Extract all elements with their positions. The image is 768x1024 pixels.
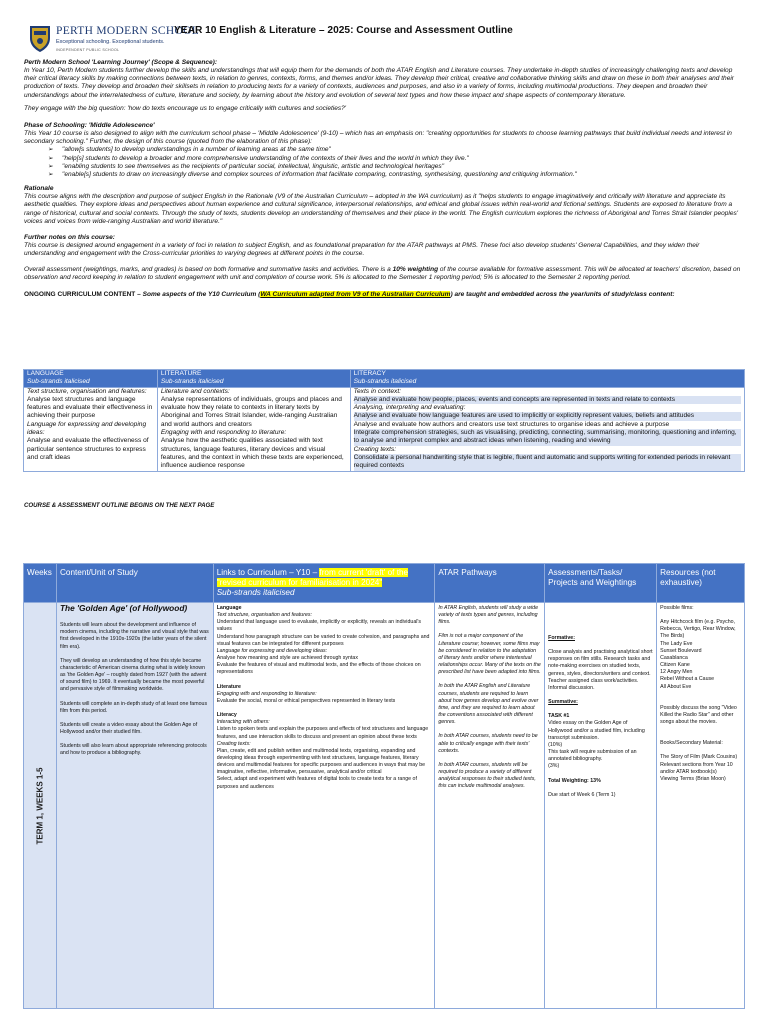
links-header-pre: Links to Curriculum – Y10 – <box>216 568 320 577</box>
ongoing-highlight: WA Curriculum adapted from V9 of the Australian Curriculum <box>260 290 451 298</box>
links-substrand: Language for expressing and developing ideas: <box>216 647 328 654</box>
summative-heading: Summative: <box>548 699 578 706</box>
atar-paragraph: In ATAR English, students will study a wide variety of texts types and genres, including films. <box>438 605 539 626</box>
literacy-item: Analyse and evaluate how people, places, events and concepts are represented in texts and relate to contexts <box>354 396 741 404</box>
films-intro: Any Hitchcock film (e.g. Psycho, Rebecca, Vertigo, Rear Window, The Birds) <box>660 619 736 640</box>
literature-item: Analyse representations of individuals, groups and places and evaluate how they relate to contexts in literary texts by Aboriginal and Torres Strait Islander, wide-ranging Australian and world authors and creators <box>160 395 342 428</box>
curriculum-table <box>23 369 745 472</box>
literature-substrand: Engaging with and responding to literature: <box>160 429 287 437</box>
links-language-heading: Language <box>216 605 242 611</box>
links-header-highlight: from current 'draft' of the "revised curriculum for familiarisation in 2024" <box>216 568 409 587</box>
phase-bullet: ➢ "allow[s students] to develop understandings in a number of learning areas at the same time" <box>62 146 742 154</box>
content-paragraph: Students will complete an in-depth study of at least one famous film from this period. <box>59 700 208 714</box>
content-cell <box>56 603 213 1009</box>
week-label: TERM 1, WEEKS 1-5 <box>35 767 45 844</box>
links-literature-heading: Literature <box>216 683 241 690</box>
content-paragraph: Students will also learn about appropriate referencing protocols and how to produce a bibliography. <box>59 743 207 757</box>
literature-header: LITERATURE Sub-strands italicised <box>157 370 350 388</box>
language-substrand: Language for expressing and developing ideas: <box>27 420 147 437</box>
links-cell <box>213 603 435 1009</box>
unit-title: The 'Golden Age' (of Hollywood) <box>59 603 188 613</box>
links-item: Plan, create, edit and publish written and multimodal texts, organising, expanding and developing ideas through experimenting with text structures, language features, literary devices and multimodal features for specific purposes and audiences in ways that may be imaginative, reflective, informative, persuasive, analytical and/or critical <box>216 747 426 776</box>
links-item: Analyse how meaning and style are achieved through syntax <box>216 655 358 662</box>
literature-item: Analyse how the aesthetic qualities associated with text structures, language features, literary devices and visual features, and the context in which these texts are experienced, influence audience response <box>160 437 344 470</box>
phase-text: This Year 10 course is also designed to align with the curriculum school phase – 'Middle Adolescence' (9-10) – which has an emphasis on: "creating opportunities for students to choose learning pathways that build individual needs and interest in secondary schooling." Further, the design of this course (quoted from the elaboration of this phase): <box>24 130 732 146</box>
phase-bullet: ➢ "enable[s] students to draw on increasingly diverse and complex sources of information that facilitate comparing, contrasting, synthesising, questioning and critiquing information." <box>62 171 742 179</box>
links-header <box>213 564 435 603</box>
links-substrand: Interacting with others: <box>216 719 270 726</box>
literacy-cell <box>350 387 744 471</box>
assess-header: Assessments/Tasks/ Projects and Weightings <box>545 564 657 603</box>
film-item: 12 Angry Men <box>660 669 693 676</box>
assessment-post: of the course available for formative assessment. This will be allocated at teachers' discretion, based on observation and record keeping in relation to student engagement with unit and completion of course work. 5% is allocated to the Semester 1 reporting period; 5% is allocated to the Semester 2 reporting period. <box>24 266 741 282</box>
links-header-sub: Sub-strands italicised <box>216 588 295 597</box>
language-item: Analyse text structures and language features and evaluate their effectiveness in achieving their purpose <box>27 395 153 420</box>
content-paragraph: Students will create a video essay about the Golden Age of Hollywood and/or their studied film. <box>59 721 198 736</box>
literacy-header: LITERACY Sub-strands italicised <box>350 370 744 388</box>
course-table <box>23 563 745 1009</box>
week-cell <box>24 603 57 1009</box>
assessment-pre: Overall assessment (weightings, marks, and grades) is based on both formative and summative tasks and activities. There is a <box>24 266 393 274</box>
links-substrand: Engaging with and responding to literature: <box>216 690 317 697</box>
atar-paragraph: Film is not a major component of the Literature course; however, some films may be considered in relation to the adaptation of literary texts and/or where intertextual relationships occur. Many of the texts on the prescribed list have been adapted into films. <box>438 633 541 676</box>
atar-paragraph: In both the ATAR English and Literature courses, students are required to learn about how genres develop and evolve over time, and they are required to learn about the conventions associated with different genres. <box>438 683 539 726</box>
journey-text: In Year 10, Perth Modern students further develop the skills and understandings that will equip them for the demands of both the ATAR English and Literature courses. They undertake in-depth studies of increasingly challenging texts and develop their critical literacy skills by making connections between texts, in relation to genres, contexts, forms, and themes and/or ideas. They develop their critical, creative and collaborative thinking skills and draw on these in both their analyses and their production of texts. They develop and broaden their skillsets in relation to producing texts for a variety of contexts, audiences and purposes, and also in a variety of forms, including multimodal productions. They deepen and broaden their understandings about the interrelatedness of culture, literature and society, by learning about the history and evolution of several text types and how these impact and shape aspects of contemporary literature. <box>24 67 734 99</box>
task-note-weight: (3%) <box>548 763 560 770</box>
links-item: Evaluate the features of visual and multimodal texts, and the effects of those choices on representations <box>216 662 421 676</box>
literature-substrand: Literature and contexts: <box>160 387 230 395</box>
notes-heading: Further notes on this course: <box>24 233 115 241</box>
course-row-term1 <box>24 603 745 1009</box>
assess-cell <box>545 603 657 1009</box>
due-date: Due start of Week 6 (Term 1) <box>548 791 616 798</box>
film-item: Sunset Boulevard <box>660 647 702 654</box>
links-literacy-heading: Literacy <box>216 712 237 719</box>
film-item: The Lady Eve <box>660 640 693 647</box>
document-title: YEAR 10 English & Literature – 2025: Course and Assessment Outline <box>174 25 513 36</box>
literacy-substrand: Analysing, interpreting and evaluating: <box>353 404 466 412</box>
literacy-item: Analyse and evaluate how authors and creators use text structures to organise ideas and achieve a purpose <box>353 420 670 428</box>
formative-heading: Formative: <box>548 635 575 641</box>
links-substrand: Creating texts: <box>216 740 251 747</box>
literacy-item: Integrate comprehension strategies, such as visualising, predicting, connecting, summarising, monitoring, questioning and inferring, to analyse and interpret complex and abstract ideas when listening, reading and viewing <box>354 429 741 446</box>
curriculum-body-row <box>24 387 745 471</box>
literacy-substrand: Creating texts: <box>353 445 397 453</box>
task-heading: TASK #1 <box>548 713 570 720</box>
atar-paragraph: In both ATAR courses, students will be required to produce a variety of different analytical responses to their studied texts, this can include multimodal analyses. <box>438 761 536 790</box>
film-item: Casablanca <box>660 654 688 661</box>
content-paragraph: They will develop an understanding of how this style became characteristic of American cinema during what is widely known as 'the Golden Age' – roughly dated from 1927 (with the advent of sound film) to 1969. It eventually became the most powerful and pervasive style of filmmaking worldwide. <box>59 657 207 693</box>
rationale-heading: Rationale <box>24 185 54 193</box>
literature-cell <box>157 387 350 471</box>
film-item: All About Eve <box>660 683 692 690</box>
language-header: LANGUAGE Sub-strands italicised <box>24 370 158 388</box>
weeks-header: Weeks <box>24 564 57 603</box>
book-item: Relevant sections from Year 10 and/or ATAR textbook(s) <box>660 761 733 775</box>
school-name: PERTH MODERN SCHOOL <box>56 25 200 37</box>
language-item: Analyse and evaluate the effectiveness of particular sentence structures to express and craft ideas <box>27 437 149 461</box>
total-weighting: Total Weighting: 13% <box>548 777 601 784</box>
notes-text: This course is designed around engagement in a variety of foci in relation to subject English, and as foundational preparation for the ATAR pathways at PMS. These foci also develop students' General Capabilities, and they widen their understanding and engagement with the Cross-curricular priorities to varying degrees at different points in the course. <box>24 241 700 258</box>
language-substrand: Text structure, organisation and features: <box>27 387 147 395</box>
assessment-weighting: 10% weighting <box>392 266 439 274</box>
next-page-note: COURSE & ASSESSMENT OUTLINE BEGINS ON THE NEXT PAGE <box>24 502 215 509</box>
links-item: Evaluate the social, moral or ethical perspectives represented in literary texts <box>216 697 396 704</box>
school-subtagline: INDEPENDENT PUBLIC SCHOOL <box>56 48 120 52</box>
atar-cell <box>435 603 545 1009</box>
book-item: The Story of Film (Mark Cousins) <box>660 754 738 761</box>
school-crest-icon <box>28 24 52 54</box>
curriculum-header-row <box>24 370 745 388</box>
links-item: Understand that language used to evaluate, implicitly or explicitly, reveals an individual's values <box>216 619 422 633</box>
ongoing-italic: Some aspects of the Y10 Curriculum ( <box>142 290 261 298</box>
resources-cell <box>657 603 745 1009</box>
resources-header: Resources (not exhaustive) <box>657 564 745 603</box>
ongoing-post: ) are taught and embedded across the year/units of study/class content: <box>450 290 675 298</box>
links-substrand: Text structure, organisation and features: <box>216 612 312 619</box>
links-item: Select, adapt and experiment with features of digital tools to create texts for a range of purposes and audiences <box>216 776 417 790</box>
journey-heading: Perth Modern School 'Learning Journey' (Scope & Sequence): <box>24 59 218 66</box>
links-item: Understand how paragraph structure can be varied to create cohesion, and paragraphs and visual features can be integrated for different purposes <box>216 633 430 647</box>
book-item: Viewing Terms (Brian Moon) <box>660 775 726 782</box>
big-question: They engage with the big question: 'how do texts encourage us to engage critically with cultures and societies?' <box>24 104 347 112</box>
literacy-item: Consolidate a personal handwriting style that is legible, fluent and automatic and supports writing for extended periods in relevant required contexts <box>354 454 741 471</box>
literacy-substrand: Texts in context: <box>353 387 401 395</box>
page-header <box>24 22 744 58</box>
atar-header: ATAR Pathways <box>435 564 545 603</box>
task-note: This task will require submission of an annotated bibliography. <box>548 749 637 763</box>
books-heading: Books/Secondary Material: <box>660 740 723 747</box>
course-header-row <box>24 564 745 603</box>
task-weight: (10%) <box>548 741 563 748</box>
ongoing-heading <box>24 291 742 299</box>
phase-heading: Phase of Schooling: 'Middle Adolescence' <box>24 121 155 129</box>
links-item: Listen to spoken texts and explain the purposes and effects of text structures and language features, and use interaction skills to discuss and present an opinion about these texts <box>216 726 429 740</box>
formative-text: Close analysis and practising analytical short responses on film stills. Research tasks and note-making exercises on studied texts, genres, styles, directors/writers and context. Teacher assigned class work/activities. Informal discussion. <box>548 649 653 691</box>
films-heading: Possible films: <box>660 605 694 611</box>
phase-bullets <box>24 146 742 179</box>
task-text: Video essay on the Golden Age of Hollywood and/or a studied film, including transcript submission. <box>548 720 645 741</box>
content-header: Content/Unit of Study <box>56 564 213 603</box>
atar-paragraph: In both ATAR courses, students need to be able to critically engage with their texts' contexts. <box>438 733 538 754</box>
film-item: Rebel Without a Cause <box>660 676 715 683</box>
content-paragraph: Students will learn about the development and influence of modern cinema, including the narrative and visual style that was first developed in the 1910s-1920s (the latter years of the silent film era). <box>59 622 209 650</box>
ongoing-pre: ONGOING CURRICULUM CONTENT – <box>24 290 143 298</box>
song-note: Possibly discuss the song "Video Killed the Radio Star" and other songs about the movies. <box>660 704 737 726</box>
language-cell <box>24 387 158 471</box>
film-item: Citizen Kane <box>660 662 690 669</box>
intro-section <box>24 59 742 304</box>
phase-bullet: ➢ "help[s] students to develop a broader and more comprehensive understanding of the contexts of their lives and the world in which they live." <box>62 155 742 163</box>
phase-bullet: ➢ "enabling students to see themselves as the recipients of particular social, intellectual, linguistic, artistic and technological heritages" <box>62 163 742 171</box>
assessment-text <box>24 266 742 282</box>
rationale-text: This course aligns with the description and purpose of subject English in the Rationale (V9 of the Australian Curriculum – adopted in the WA curriculum) as it "helps students to engage imaginatively and critically with literature and appreciate its aesthetic qualities. They explore ideas and perspectives about human experience and cultural significance, interpersonal relationships, and ethical and global issues within real-world and fictional settings. Students are exposed to literature from a range of historical, cultural and social contexts. Through the study of texts, students develop an understanding of themselves and their place in the world. The English curriculum explores the richness of Aboriginal and Torres Strait Islander peoples' voices and voices from wide-ranging Australian and world literature." <box>24 193 739 225</box>
literacy-item: Analyse and evaluate how language features are used to implicitly or explicitly represent values, beliefs and attitudes <box>354 412 741 420</box>
school-tagline: Exceptional schooling. Exceptional students. <box>56 39 165 45</box>
